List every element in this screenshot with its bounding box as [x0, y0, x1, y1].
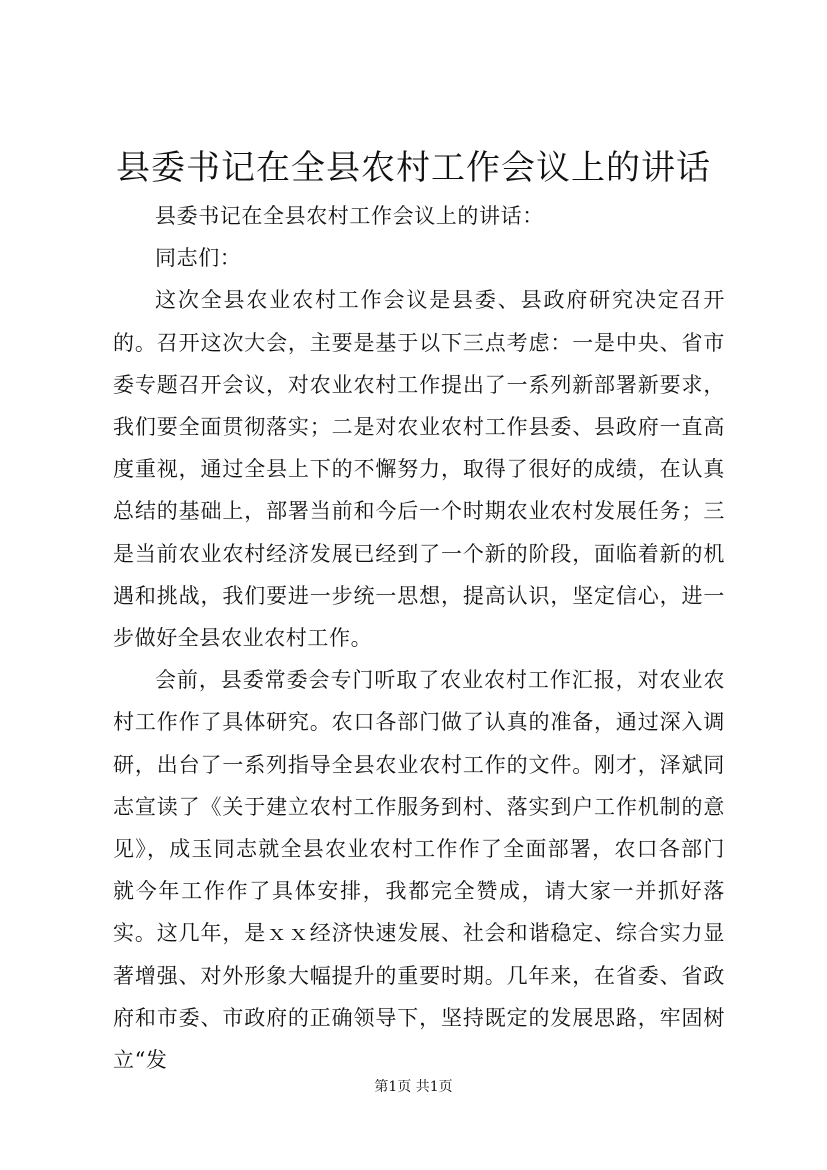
paragraph-meeting-purpose: 这次全县农业农村工作会议是县委、县政府研究决定召开的。召开这次大会，主要是基于以下三点考虑：一是中央、省市委专题召开会议，对农业农村工作提出了一系列新部署新要求，我们要全面贯彻落实；二是对农业农村工作县委、县政府一直高度重视，通过全县上下的不懈努力，取得了很好的成绩，在认真总结的基础上，部署当前和今后一个时期农业农村发展任务；三是当前农业农村经济发展已经到了一个新的阶段，面临着新的机遇和挑战，我们要进一步统一思想，提高认识，坚定信心，进一步做好全县农业农村工作。 [113, 288, 725, 651]
paragraph-salutation: 同志们： [155, 246, 242, 271]
document-body [113, 195, 725, 1081]
paragraph-preparation-and-review: 会前，县委常委会专门听取了农业农村工作汇报，对农业农村工作作了具体研究。农口各部门做了认真的准备，通过深入调研，出台了一系列指导全县农业农村工作的文件。刚才，泽斌同志宣读了《关于建立农村工作服务到村、落实到户工作机制的意见》，成玉同志就全县农业农村工作作了全面部署，农口各部门就今年工作作了具体安排，我都完全赞成，请大家一并抓好落实。这几年，是ｘｘ经济快速发展、社会和谐稳定、综合实力显著增强、对外形象大幅提升的重要时期。几年来，在省委、省政府和市委、市政府的正确领导下，坚持既定的发展思路，牢固树立“发 [113, 668, 725, 1073]
document-title: 县委书记在全县农村工作会议上的讲话 [116, 148, 711, 188]
paragraph-greeting-heading: 县委书记在全县农村工作会议上的讲话： [155, 204, 544, 228]
page-footer: 第1页 共1页 [374, 1079, 453, 1095]
